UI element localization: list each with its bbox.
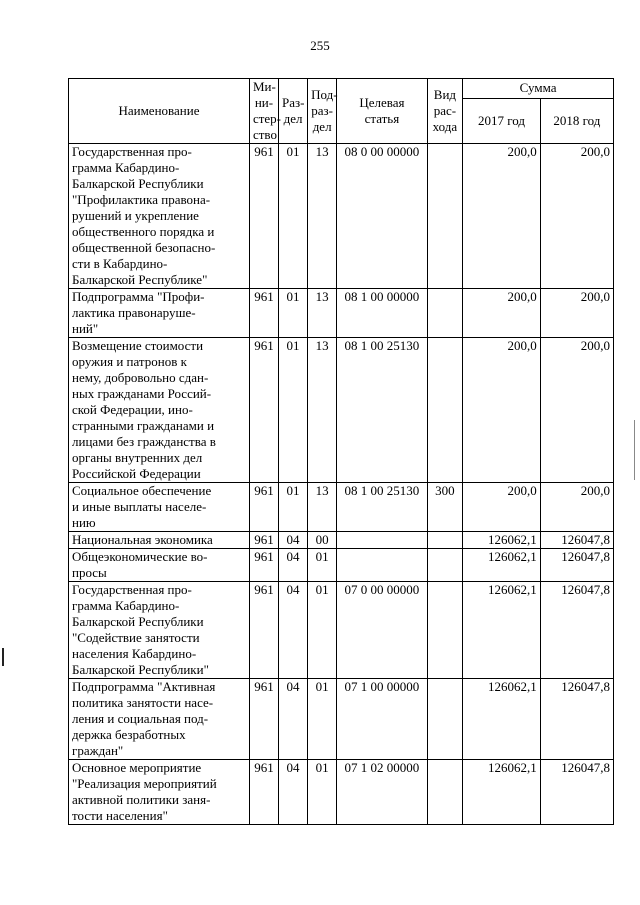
row-amount-2018: 126047,8: [540, 760, 613, 825]
row-target-article: 08 1 00 00000: [337, 289, 427, 338]
row-amount-2018: 126047,8: [540, 582, 613, 679]
row-amount-2017: 200,0: [463, 483, 541, 532]
row-target-article: 08 0 00 00000: [337, 144, 427, 289]
row-target-article: [337, 532, 427, 549]
row-ministry: 961: [249, 760, 278, 825]
row-amount-2017: 200,0: [463, 144, 541, 289]
row-razdel: 01: [279, 338, 308, 483]
row-razdel: 01: [279, 144, 308, 289]
row-target-article: 08 1 00 25130: [337, 338, 427, 483]
row-podrazdel: 01: [308, 549, 337, 582]
row-amount-2017: 126062,1: [463, 549, 541, 582]
row-podrazdel: 13: [308, 144, 337, 289]
table-row: [69, 483, 614, 532]
row-expense-type: [427, 289, 463, 338]
header-year-2018: 2018 год: [540, 98, 613, 144]
row-ministry: 961: [249, 289, 278, 338]
row-expense-type: 300: [427, 483, 463, 532]
header-expense-type: Вид рас- хода: [427, 79, 463, 144]
row-podrazdel: 00: [308, 532, 337, 549]
table-row: [69, 144, 614, 289]
row-amount-2017: 126062,1: [463, 679, 541, 760]
table-row: [69, 549, 614, 582]
header-ministry: Ми- ни- стер- ство: [249, 79, 278, 144]
header-podrazdel: Под- раз- дел: [308, 79, 337, 144]
row-razdel: 01: [279, 483, 308, 532]
row-amount-2017: 200,0: [463, 289, 541, 338]
header-summa: Сумма: [463, 79, 614, 99]
row-razdel: 04: [279, 532, 308, 549]
row-amount-2017: 126062,1: [463, 760, 541, 825]
row-target-article: 07 1 02 00000: [337, 760, 427, 825]
row-ministry: 961: [249, 532, 278, 549]
row-razdel: 04: [279, 582, 308, 679]
row-amount-2018: 126047,8: [540, 679, 613, 760]
table-row: [69, 532, 614, 549]
row-target-article: [337, 549, 427, 582]
row-podrazdel: 13: [308, 289, 337, 338]
row-target-article: 08 1 00 25130: [337, 483, 427, 532]
row-amount-2018: 126047,8: [540, 532, 613, 549]
row-expense-type: [427, 549, 463, 582]
row-name: Национальная экономика: [69, 532, 250, 549]
row-expense-type: [427, 532, 463, 549]
header-name: Наименование: [69, 79, 250, 144]
row-podrazdel: 13: [308, 483, 337, 532]
row-expense-type: [427, 760, 463, 825]
table-row: [69, 289, 614, 338]
row-name: Подпрограмма "Активная политика занятости насе- ления и социальная под- держка безработных граждан": [69, 679, 250, 760]
row-podrazdel: 01: [308, 582, 337, 679]
header-target-article: Целевая статья: [337, 79, 427, 144]
row-razdel: 01: [279, 289, 308, 338]
row-amount-2018: 126047,8: [540, 549, 613, 582]
row-podrazdel: 13: [308, 338, 337, 483]
table-row: [69, 760, 614, 825]
row-razdel: 04: [279, 549, 308, 582]
row-name: Социальное обеспечение и иные выплаты населе- нию: [69, 483, 250, 532]
budget-table: [68, 78, 614, 825]
row-expense-type: [427, 144, 463, 289]
table-row: [69, 679, 614, 760]
row-target-article: 07 1 00 00000: [337, 679, 427, 760]
row-ministry: 961: [249, 582, 278, 679]
row-name: Общеэкономические во- просы: [69, 549, 250, 582]
row-ministry: 961: [249, 679, 278, 760]
row-amount-2017: 200,0: [463, 338, 541, 483]
row-amount-2018: 200,0: [540, 338, 613, 483]
row-ministry: 961: [249, 144, 278, 289]
row-expense-type: [427, 338, 463, 483]
row-razdel: 04: [279, 760, 308, 825]
row-name: Государственная про- грамма Кабардино- Балкарской Республики "Содействие занятости населения Кабардино- Балкарской Республики": [69, 582, 250, 679]
page-number: 255: [310, 38, 330, 53]
row-target-article: 07 0 00 00000: [337, 582, 427, 679]
row-name: Возмещение стоимости оружия и патронов к нему, добровольно сдан- ных гражданами Россий- ской Федерации, ино- странными гражданами и лицами без гражданства в органы внутренних дел Российской Федерации: [69, 338, 250, 483]
scan-margin-mark: [2, 648, 4, 666]
table-row: [69, 582, 614, 679]
row-podrazdel: 01: [308, 679, 337, 760]
table-row: [69, 338, 614, 483]
row-amount-2018: 200,0: [540, 144, 613, 289]
row-ministry: 961: [249, 483, 278, 532]
row-expense-type: [427, 582, 463, 679]
row-ministry: 961: [249, 549, 278, 582]
row-podrazdel: 01: [308, 760, 337, 825]
header-year-2017: 2017 год: [463, 98, 541, 144]
row-amount-2018: 200,0: [540, 289, 613, 338]
row-amount-2017: 126062,1: [463, 582, 541, 679]
row-amount-2018: 200,0: [540, 483, 613, 532]
row-ministry: 961: [249, 338, 278, 483]
row-amount-2017: 126062,1: [463, 532, 541, 549]
row-razdel: 04: [279, 679, 308, 760]
row-expense-type: [427, 679, 463, 760]
row-name: Основное мероприятие "Реализация мероприятий активной политики заня- тости населения": [69, 760, 250, 825]
row-name: Государственная про- грамма Кабардино- Балкарской Республики "Профилактика правона- рушений и укрепление общественного порядка и общественной безопасно- сти в Кабардино- Балкарской Республике": [69, 144, 250, 289]
row-name: Подпрограмма "Профи- лактика правонаруше- ний": [69, 289, 250, 338]
header-razdel: Раз- дел: [279, 79, 308, 144]
scan-margin-mark: [634, 420, 635, 480]
